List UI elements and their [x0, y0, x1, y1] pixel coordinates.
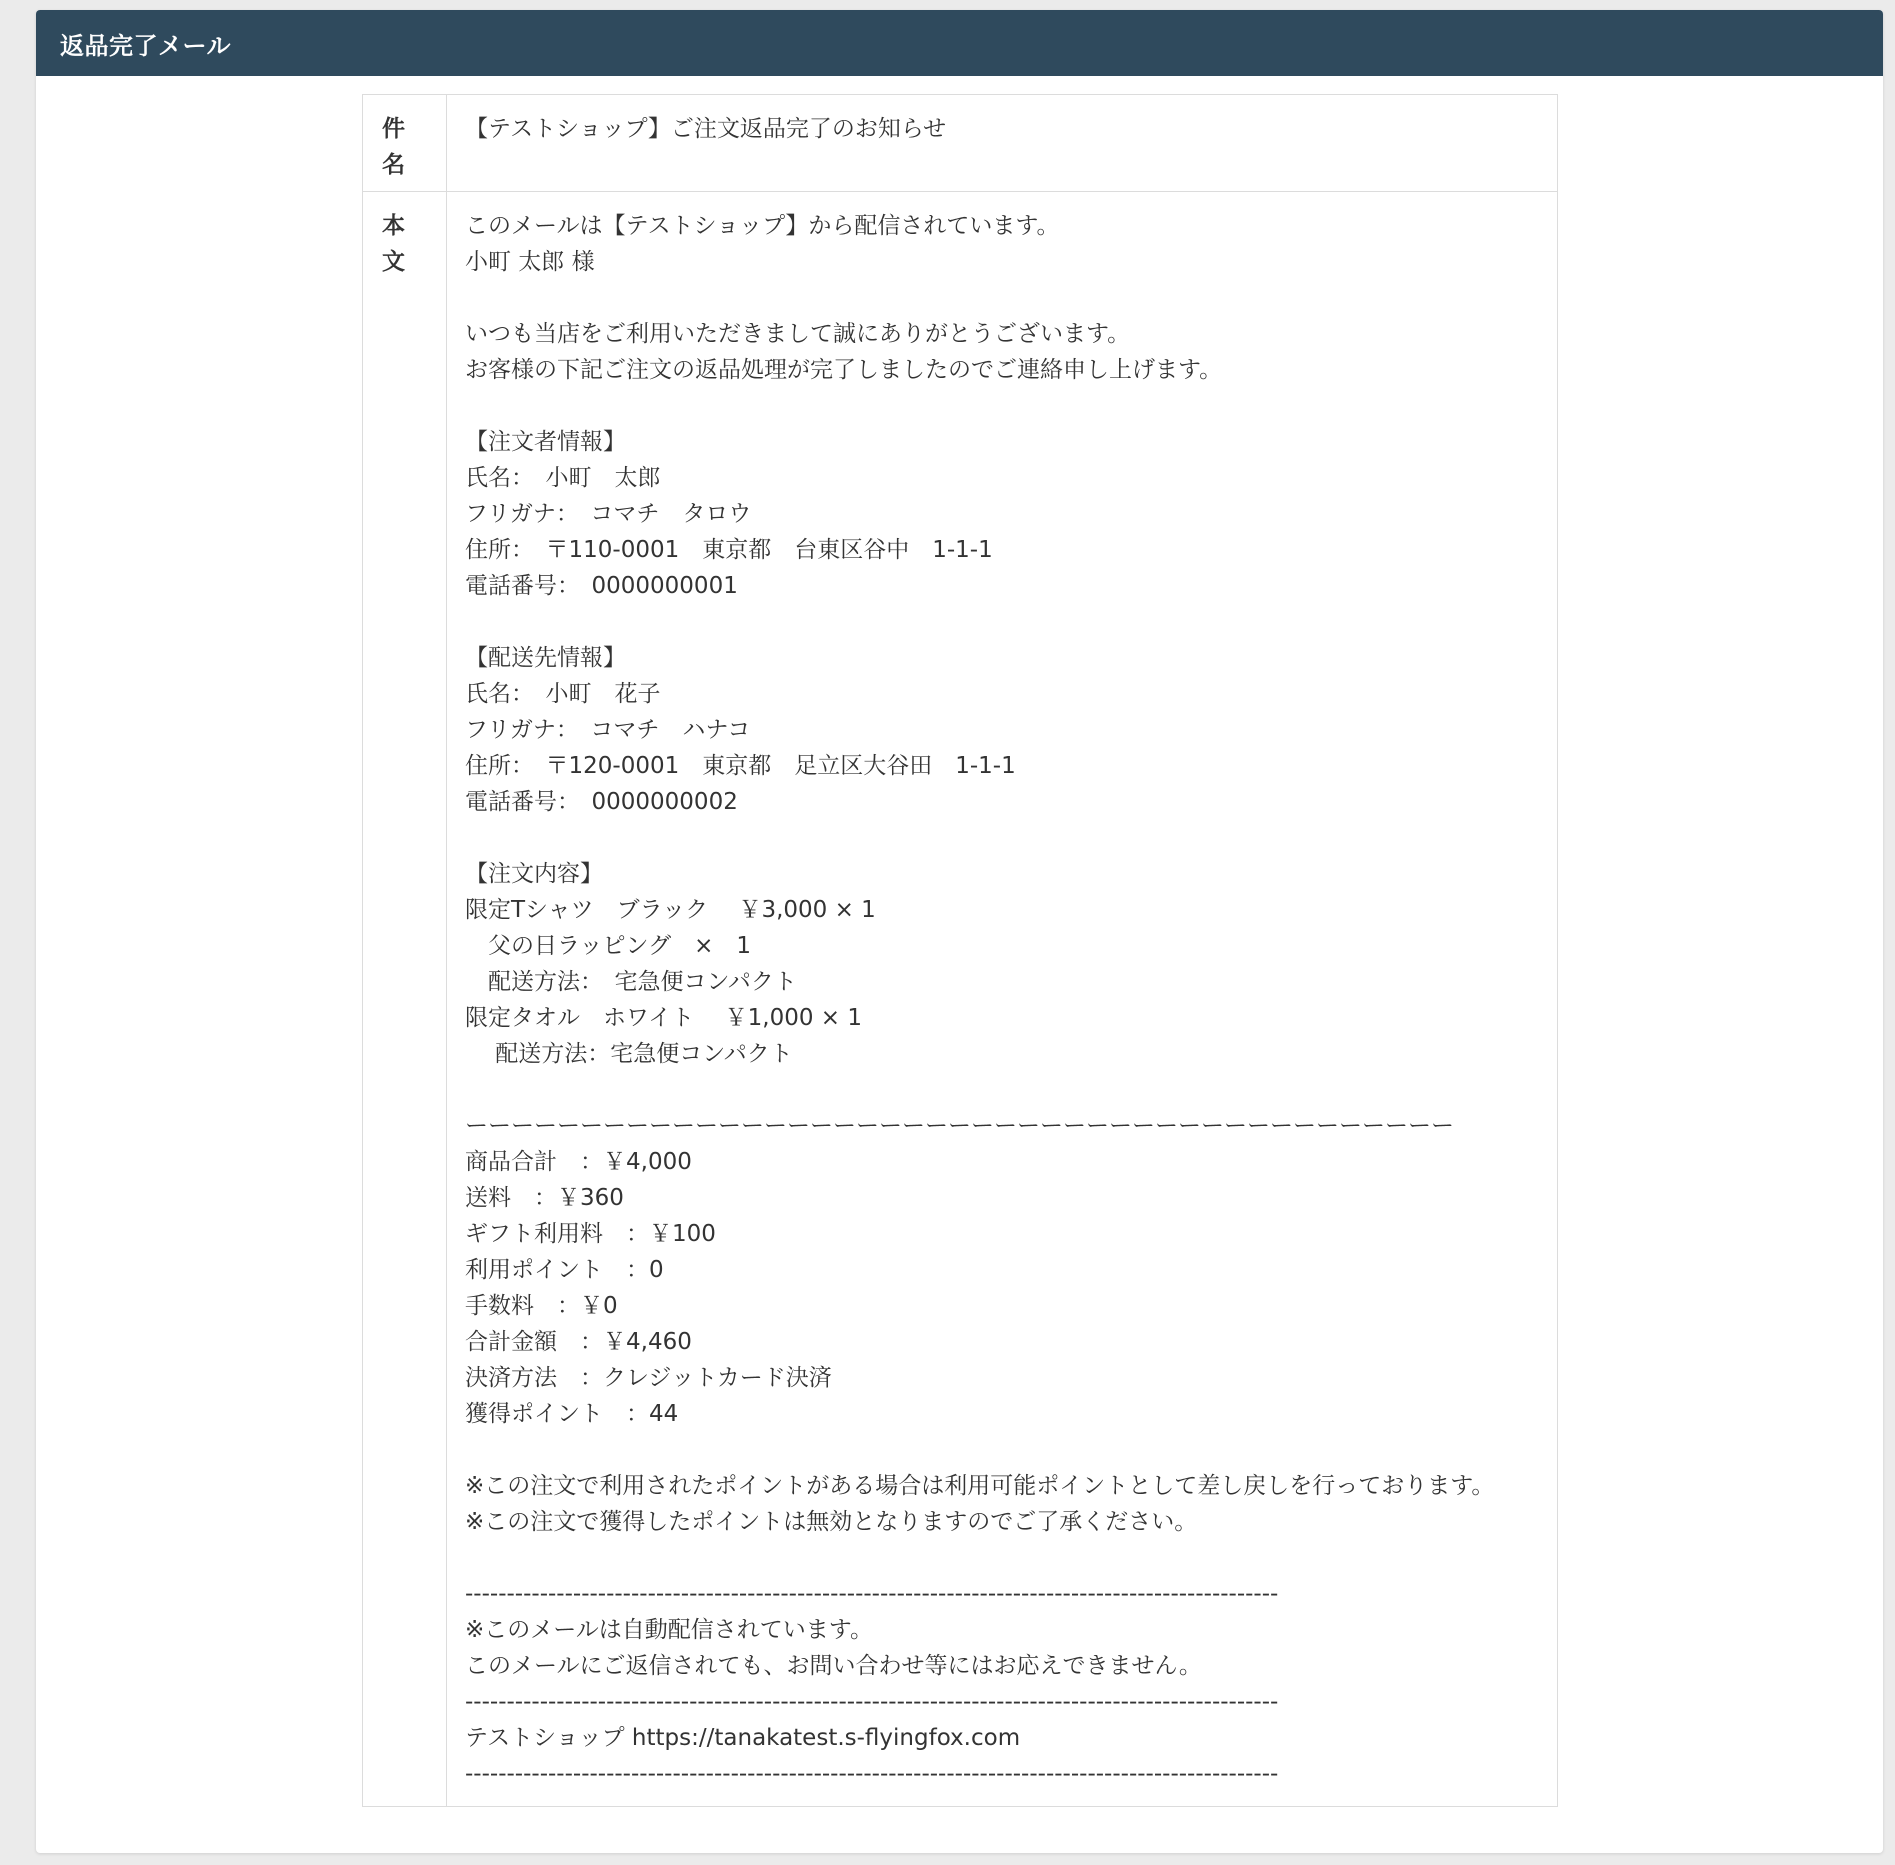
body-line: -------------------------------------------------------------------------------------------------- — [465, 1581, 1279, 1607]
body-line: -------------------------------------------------------------------------------------------------- — [465, 1689, 1279, 1715]
body-line: 氏名： 小町 太郎 — [465, 465, 661, 491]
body-line: 限定タオル ホワイト ￥1,000 × 1 — [465, 1005, 862, 1031]
mail-table — [362, 94, 1558, 1807]
body-line: ※このメールは自動配信されています。 — [465, 1617, 873, 1643]
body-line: 獲得ポイント ：44 — [465, 1401, 679, 1427]
body-line: 送料 ：￥360 — [465, 1185, 624, 1211]
body-line — [465, 280, 1539, 316]
body-line — [465, 820, 1539, 856]
body-line: 【注文者情報】 — [465, 429, 626, 455]
subject-value: 【テストショップ】ご注文返品完了のお知らせ — [465, 116, 947, 142]
body-line — [465, 1432, 1539, 1468]
body-line: 商品合計 ：￥4,000 — [465, 1149, 692, 1175]
body-line: 利用ポイント ：0 — [465, 1257, 664, 1283]
body-value — [447, 192, 1557, 1806]
body-line: 合計金額 ：￥4,460 — [465, 1329, 692, 1355]
body-line: ※この注文で利用されたポイントがある場合は利用可能ポイントとして差し戻しを行っております。 — [465, 1473, 1495, 1499]
mail-preview-panel — [36, 10, 1883, 1853]
body-line: 父の日ラッピング × 1 — [465, 933, 751, 959]
body-line: 手数料 ：￥0 — [465, 1293, 618, 1319]
body-line: 住所： 〒110-0001 東京都 台東区谷中 1-1-1 — [465, 537, 993, 563]
body-line: このメールは【テストショップ】から配信されています。 — [465, 213, 1060, 239]
body-line: フリガナ： コマチ ハナコ — [465, 717, 751, 743]
body-line: 配送方法：宅急便コンパクト — [465, 1041, 793, 1067]
subject-label-char: 名 — [382, 152, 405, 178]
body-line — [465, 604, 1539, 640]
body-line — [465, 1072, 1539, 1108]
body-line: 決済方法 ：クレジットカード決済 — [465, 1365, 832, 1391]
body-line: ※この注文で獲得したポイントは無効となりますのでご了承ください。 — [465, 1509, 1198, 1535]
body-label-char: 本 — [382, 213, 405, 239]
subject-label — [363, 95, 447, 191]
body-line: ギフト利用料 ：￥100 — [465, 1221, 716, 1247]
body-line — [465, 388, 1539, 424]
body-line: 氏名： 小町 花子 — [465, 681, 661, 707]
subject-row — [363, 95, 1557, 191]
body-line: 小町 太郎 様 — [465, 249, 595, 275]
body-line: フリガナ： コマチ タロウ — [465, 501, 752, 527]
body-line: 【注文内容】 — [465, 861, 603, 887]
body-row — [363, 191, 1557, 1806]
body-line: 限定Tシャツ ブラック ￥3,000 × 1 — [465, 897, 876, 923]
panel-title: 返品完了メール — [60, 31, 232, 60]
subject-label-char: 件 — [382, 116, 405, 142]
body-line: 電話番号： 0000000001 — [465, 573, 738, 599]
body-label — [363, 192, 447, 1806]
body-line: 電話番号： 0000000002 — [465, 789, 738, 815]
body-label-char: 文 — [382, 249, 405, 275]
body-line: いつも当店をご利用いただきまして誠にありがとうございます。 — [465, 321, 1131, 347]
body-line: ーーーーーーーーーーーーーーーーーーーーーーーーーーーーーーーーーーーーーーーーーーー — [465, 1113, 1454, 1139]
body-line: テストショップ https://tanakatest.s-flyingfox.com — [465, 1725, 1021, 1751]
panel-header — [36, 10, 1883, 76]
body-line: お客様の下記ご注文の返品処理が完了しましたのでご連絡申し上げます。 — [465, 357, 1223, 383]
body-line: 配送方法： 宅急便コンパクト — [465, 969, 797, 995]
body-line — [465, 1540, 1539, 1576]
body-line: このメールにご返信されても、お問い合わせ等にはお応えできません。 — [465, 1653, 1202, 1679]
body-line: -------------------------------------------------------------------------------------------------- — [465, 1761, 1279, 1787]
body-line: 【配送先情報】 — [465, 645, 626, 671]
body-line: 住所： 〒120-0001 東京都 足立区大谷田 1-1-1 — [465, 753, 1016, 779]
